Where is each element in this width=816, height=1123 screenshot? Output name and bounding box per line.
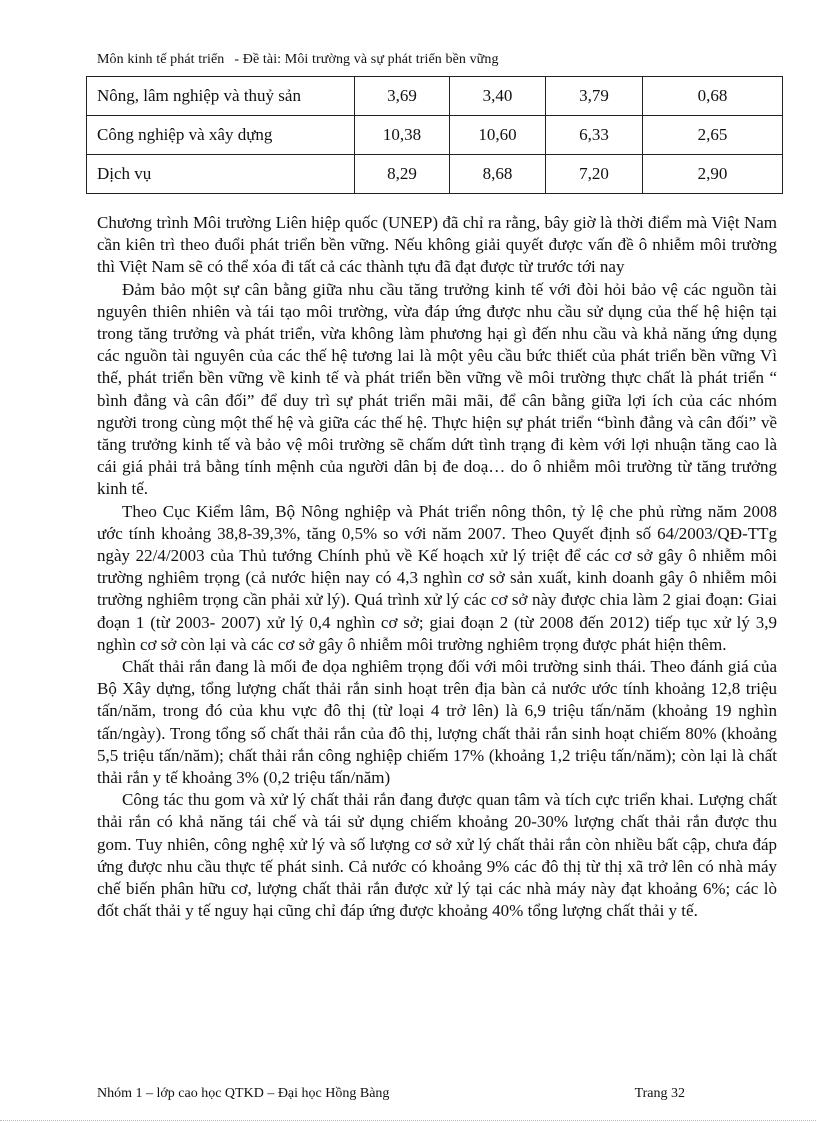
table-cell: 3,79 [546,77,643,116]
header-course: Môn kinh tế phát triển [97,52,225,67]
page-header [97,52,499,68]
table-cell: 6,33 [546,116,643,155]
table-row [87,155,783,194]
page-number: Trang 32 [634,1086,685,1101]
paragraph-forest: Theo Cục Kiểm lâm, Bộ Nông nghiệp và Phát triển nông thôn, tỷ lệ che phủ rừng năm 2008 ước tính khoảng 38,8-39,3%, tăng 0,5% so với năm 2007. Theo Quyết định số 64/2003/QĐ-TTg ngày 22/4/2003 của Thủ tướng Chính phủ về Kế hoạch xử lý triệt để các cơ sở gây ô nhiễm môi trường nghiêm trọng (cả nước hiện nay có 4,3 nghìn cơ sở sản xuất, kinh doanh gây ô nhiễm môi trường nghiêm trọng cần phải xử lý). Quá trình xử lý các cơ sở này được chia làm 2 giai đoạn: Giai đoạn 1 (từ 2003- 2007) xử lý 0,4 nghìn cơ sở; giai đoạn 2 (từ 2008 đến 2012) tiếp tục xử lý 3,9 nghìn cơ sở còn lại và các cơ sở gây ô nhiễm môi trường nghiêm trọng được phát hiện thêm. [97,501,777,654]
table-cell: 10,38 [355,116,450,155]
table-cell: 3,69 [355,77,450,116]
paragraph-solid-waste: Chất thải rắn đang là mối đe dọa nghiêm trọng đối với môi trường sinh thái. Theo đánh giá của Bộ Xây dựng, tổng lượng chất thải rắn sinh hoạt trên địa bàn cả nước ước tính khoảng 12,8 triệu tấn/năm, trong đó của khu vực đô thị (từ loại 4 trở lên) là 6,9 triệu tấn/năm (khoảng 19 nghìn tấn/ngày). Trong tổng số chất thải rắn của đô thị, lượng chất thải rắn sinh hoạt chiếm 80% (khoảng 5,5 triệu tấn/năm); chất thải rắn công nghiệp chiếm 17% (khoảng 1,2 triệu tấn/năm); còn lại là chất thải rắn y tế khoảng 3% (0,2 triệu tấn/năm) [97,657,777,788]
table-cell-label: Dịch vụ [87,155,355,194]
table-cell: 3,40 [450,77,546,116]
table-cell-label: Công nghiệp và xây dựng [87,116,355,155]
table-cell: 8,68 [450,155,546,194]
footer-group: Nhóm 1 – lớp cao học QTKD – Đại học Hồng Bàng [97,1086,390,1101]
table-cell-label: Nông, lâm nghiệp và thuỷ sản [87,77,355,116]
table-cell: 2,65 [643,116,783,155]
paragraph-balance: Đảm bảo một sự cân bằng giữa nhu cầu tăng trưởng kinh tế với đòi hỏi bảo vệ các nguồn tài nguyên thiên nhiên và tái tạo môi trường, vừa đáp ứng được nhu cầu sử dụng của thế hệ hiện tại trong tăng trưởng và phát triển, vừa không làm phương hại gì đến nhu cầu và khả năng ứng dụng các nguồn tài nguyên của các thế hệ tương lai là một yêu cầu bức thiết của phát triển bền vững Vì thế, phát triển bền vững về kinh tế và phát triển bền vững về môi trường thực chất là phát triển “ bình đẳng và cân đối” để duy trì sự phát triển mãi mãi, để cân bằng giữa lợi ích của các nhóm người trong cùng một thế hệ và giữa các thế hệ. Thực hiện sự phát triển “bình đẳng và cân đối” về tăng trưởng kinh tế và bảo vệ môi trường sẽ chấm dứt tình trạng đi kèm với lợi nhuận tăng cao là cái giá phải trả bằng tính mệnh của người dân bị đe doạ… do ô nhiễm môi trường từ tăng trưởng kinh tế. [97,279,777,499]
table-cell: 8,29 [355,155,450,194]
page-bottom-divider [0,1120,816,1121]
table-cell: 2,90 [643,155,783,194]
growth-table [86,76,783,194]
header-topic: - Đề tài: Môi trường và sự phát triển bền vững [234,52,499,67]
body-text [97,212,777,923]
paragraph-unep: Chương trình Môi trường Liên hiệp quốc (UNEP) đã chỉ ra rằng, bây giờ là thời điểm mà Việt Nam cần kiên trì theo đuổi phát triển bền vững. Nếu không giải quyết được vấn đề ô nhiễm môi trường thì Việt Nam sẽ có thể xóa đi tất cả các thành tựu đã đạt được từ trước tới nay [97,213,777,277]
table-row [87,116,783,155]
table-cell: 0,68 [643,77,783,116]
paragraph-waste-treatment: Công tác thu gom và xử lý chất thải rắn đang được quan tâm và tích cực triển khai. Lượng chất thải rắn có khả năng tái chế và tái sử dụng chiếm khoảng 20-30% lượng chất thải rắn được thu gom. Tuy nhiên, công nghệ xử lý và số lượng cơ sở xử lý chất thải rắn còn nhiều bất cập, chưa đáp ứng được nhu cầu thực tế phát sinh. Cả nước có khoảng 9% các đô thị từ thị xã trở lên có nhà máy chế biến phân hữu cơ, lượng chất thải rắn được xử lý tại các nhà máy này đạt khoảng 6%; các lò đốt chất thải y tế nguy hại cũng chỉ đáp ứng được khoảng 40% tổng lượng chất thải y tế. [97,790,777,921]
table-cell: 10,60 [450,116,546,155]
page-footer [97,1086,685,1102]
table-cell: 7,20 [546,155,643,194]
table-row [87,77,783,116]
